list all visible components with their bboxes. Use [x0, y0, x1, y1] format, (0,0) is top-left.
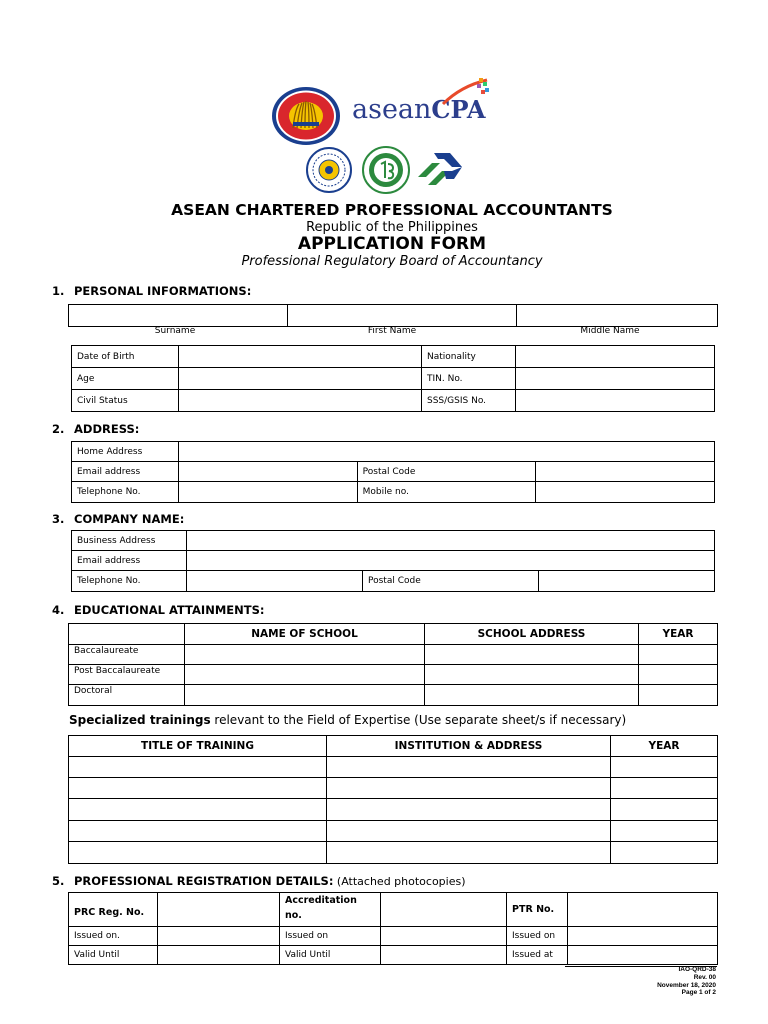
table-row [72, 368, 715, 390]
middle-name-field[interactable] [517, 305, 718, 327]
year-field[interactable] [639, 645, 718, 665]
surname-field[interactable] [69, 305, 288, 327]
home-address-field[interactable] [179, 442, 715, 462]
colorful-swoosh-icon [441, 76, 491, 106]
training-title-field[interactable] [69, 841, 327, 863]
age-field[interactable] [179, 368, 422, 390]
sss-gsis-field[interactable] [516, 390, 715, 412]
brand-cpa: CPA [431, 95, 486, 124]
document-revision: Rev. 00 [693, 973, 716, 981]
tin-field[interactable] [516, 368, 715, 390]
label-prc-reg-no [69, 893, 158, 927]
section-title: PERSONAL INFORMATIONS: [74, 284, 252, 298]
label-postal-code: Postal Code [357, 462, 536, 482]
company-postal-field[interactable] [539, 571, 715, 592]
col-year: YEAR [639, 624, 718, 645]
label-issued-at-ptr: Issued at [507, 946, 568, 965]
school-name-field[interactable] [185, 645, 425, 665]
table-row [69, 645, 718, 665]
prc-reg-no-field[interactable] [158, 893, 280, 927]
civil-status-field[interactable] [179, 390, 422, 412]
col-school-address: SCHOOL ADDRESS [425, 624, 639, 645]
table-row [69, 665, 718, 685]
registration-table [68, 892, 718, 965]
table-row [69, 799, 718, 820]
section-title: PROFESSIONAL REGISTRATION DETAILS: [74, 874, 334, 888]
label-company-telephone: Telephone No. [72, 571, 187, 592]
ptr-issued-on-field[interactable] [568, 927, 718, 946]
col-title-of-training: TITLE OF TRAINING [69, 736, 327, 757]
col-name-of-school: NAME OF SCHOOL [185, 624, 425, 645]
board-subtitle: Professional Regulatory Board of Accountancy [241, 254, 543, 269]
year-field[interactable] [639, 685, 718, 706]
date-of-birth-field[interactable] [179, 346, 422, 368]
training-title-field[interactable] [69, 778, 327, 799]
middle-name-caption: Middle Name [580, 326, 640, 336]
table-row [72, 571, 715, 592]
prc-valid-until-field[interactable] [158, 946, 280, 965]
trainings-table [68, 735, 718, 864]
label-post-baccalaureate: Post Baccalaureate [69, 665, 185, 685]
section-note: (Attached photocopies) [333, 875, 466, 888]
company-telephone-field[interactable] [187, 571, 363, 592]
label-home-address: Home Address [72, 442, 179, 462]
chevrons-logo [416, 149, 466, 189]
document-code: IAO-QRD-38 [678, 966, 716, 973]
table-row [69, 893, 718, 927]
training-title-field[interactable] [69, 757, 327, 778]
empty-header-cell [69, 624, 185, 645]
board-of-accountancy-seal-logo [362, 146, 410, 194]
section-number: 4. [52, 603, 65, 617]
label-company-email: Email address [72, 551, 187, 571]
table-row [69, 757, 718, 778]
email-address-field[interactable] [179, 462, 358, 482]
postal-code-field[interactable] [536, 462, 715, 482]
school-address-field[interactable] [425, 665, 639, 685]
label-nationality: Nationality [422, 346, 516, 368]
label-valid-until-prc: Valid Until [69, 946, 158, 965]
table-header-row [69, 736, 718, 757]
table-row [69, 946, 718, 965]
label-doctoral: Doctoral [69, 685, 185, 706]
table-row [72, 442, 715, 462]
training-institution-field[interactable] [327, 841, 611, 863]
table-row [69, 841, 718, 863]
section-4-heading [52, 603, 264, 617]
training-institution-field[interactable] [327, 757, 611, 778]
first-name-caption: First Name [367, 326, 417, 336]
full-name-table [68, 304, 718, 327]
telephone-field[interactable] [179, 482, 358, 503]
asean-emblem-logo [271, 86, 341, 146]
education-table [68, 623, 718, 706]
section-title: ADDRESS: [74, 422, 140, 436]
label-issued-on-prc: Issued on. [69, 927, 158, 946]
label-business-address: Business Address [72, 531, 187, 551]
label-issued-on-ptr: Issued on [507, 927, 568, 946]
training-year-field[interactable] [611, 799, 718, 820]
table-row [72, 482, 715, 503]
label-issued-on-accreditation: Issued on [280, 927, 381, 946]
company-email-field[interactable] [187, 551, 715, 571]
school-name-field[interactable] [185, 685, 425, 706]
label-telephone: Telephone No. [72, 482, 179, 503]
first-name-field[interactable] [288, 305, 517, 327]
brand-asean: asean [352, 94, 432, 125]
label-accreditation-no [280, 893, 381, 927]
training-year-field[interactable] [611, 820, 718, 841]
accreditation-line-1: Accreditation [285, 895, 357, 906]
country-subtitle: Republic of the Philippines [306, 220, 478, 235]
table-header-row [69, 624, 718, 645]
school-address-field[interactable] [425, 645, 639, 665]
section-2-heading [52, 422, 139, 436]
table-row [69, 820, 718, 841]
section-number: 1. [52, 284, 65, 298]
surname-caption: Surname [154, 326, 196, 336]
trainings-bold: Specialized trainings [69, 713, 211, 727]
school-address-field[interactable] [425, 685, 639, 706]
accreditation-valid-until-field[interactable] [381, 946, 507, 965]
table-row [69, 778, 718, 799]
label-valid-until-accreditation: Valid Until [280, 946, 381, 965]
prc-issued-on-field[interactable] [158, 927, 280, 946]
section-1-heading [52, 284, 251, 298]
table-row [72, 462, 715, 482]
school-name-field[interactable] [185, 665, 425, 685]
table-row [69, 685, 718, 706]
label-age: Age [72, 368, 179, 390]
label-ptr-no: PTR No. [507, 893, 568, 927]
label-email-address: Email address [72, 462, 179, 482]
training-institution-field[interactable] [327, 778, 611, 799]
section-5-heading [52, 874, 466, 888]
main-title: ASEAN CHARTERED PROFESSIONAL ACCOUNTANTS [171, 201, 613, 219]
accreditation-issued-on-field[interactable] [381, 927, 507, 946]
table-row [72, 346, 715, 368]
mobile-field[interactable] [536, 482, 715, 503]
label-date-of-birth: Date of Birth [72, 346, 179, 368]
accreditation-line-2: no. [285, 910, 302, 921]
section-number: 3. [52, 512, 65, 526]
personal-details-table [71, 345, 715, 412]
trainings-note: relevant to the Field of Expertise (Use separate sheet/s if necessary) [210, 713, 627, 727]
prc-label-text: PRC Reg. No. [74, 907, 145, 918]
section-number: 5. [52, 874, 65, 888]
table-row [69, 927, 718, 946]
training-year-field[interactable] [611, 841, 718, 863]
col-training-year: YEAR [611, 736, 718, 757]
ptr-no-field[interactable] [568, 893, 718, 927]
training-year-field[interactable] [611, 778, 718, 799]
document-date: November 18, 2020 [657, 981, 716, 989]
address-table [71, 441, 715, 503]
label-mobile: Mobile no. [357, 482, 536, 503]
ptr-issued-at-field[interactable] [568, 946, 718, 965]
training-title-field[interactable] [69, 799, 327, 820]
section-3-heading [52, 512, 184, 526]
accreditation-no-field[interactable] [381, 893, 507, 927]
training-year-field[interactable] [611, 757, 718, 778]
label-tin: TIN. No. [422, 368, 516, 390]
section-number: 2. [52, 422, 65, 436]
table-row [72, 551, 715, 571]
year-field[interactable] [639, 665, 718, 685]
label-baccalaureate: Baccalaureate [69, 645, 185, 665]
form-title: APPLICATION FORM [297, 234, 487, 254]
training-title-field[interactable] [69, 820, 327, 841]
section-title: COMPANY NAME: [74, 512, 185, 526]
col-institution-address: INSTITUTION & ADDRESS [327, 736, 611, 757]
training-institution-field[interactable] [327, 799, 611, 820]
business-address-field[interactable] [187, 531, 715, 551]
page-number: Page 1 of 2 [681, 989, 716, 997]
training-institution-field[interactable] [327, 820, 611, 841]
table-row [72, 531, 715, 551]
prc-seal-logo [306, 147, 352, 193]
table-row [72, 390, 715, 412]
company-table [71, 530, 715, 592]
label-company-postal: Postal Code [363, 571, 539, 592]
nationality-field[interactable] [516, 346, 715, 368]
label-sss-gsis: SSS/GSIS No. [422, 390, 516, 412]
trainings-heading [69, 713, 626, 727]
label-civil-status: Civil Status [72, 390, 179, 412]
document-control-block [560, 966, 716, 997]
section-title: EDUCATIONAL ATTAINMENTS: [74, 603, 265, 617]
